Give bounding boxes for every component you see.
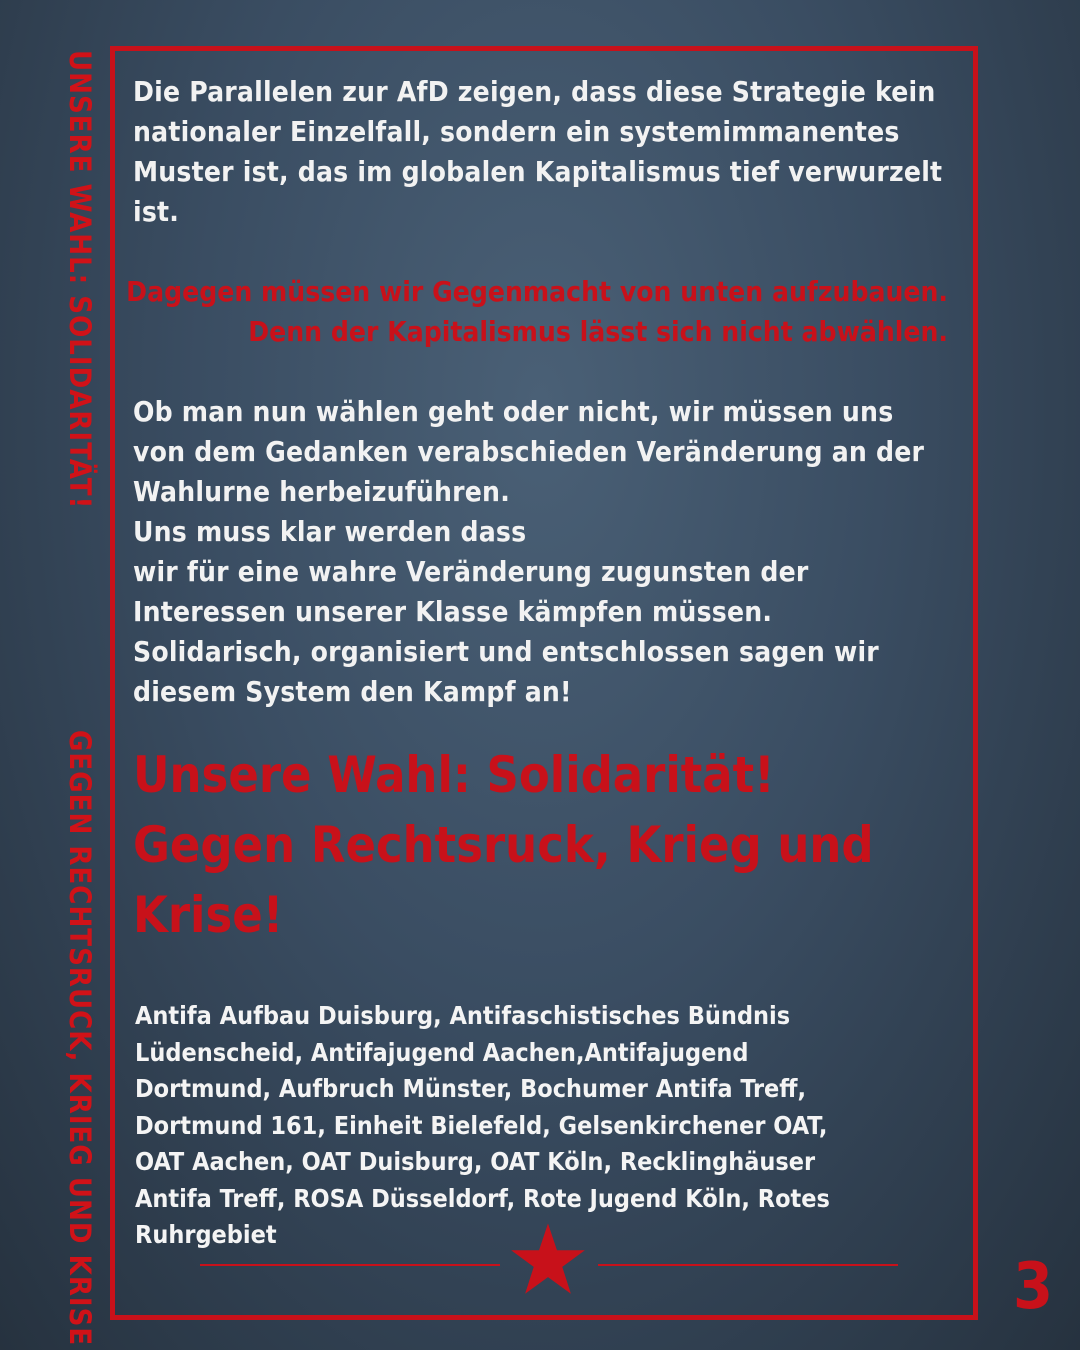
signatory-list: Antifa Aufbau Duisburg, Antifaschistisches Bündnis Lüdenscheid, Antifajugend Aachen,Antifajugend Dortmund, Aufbruch Münster, Bochumer Antifa Treff, Dortmund 161, Einheit Bielefeld, Gelsenkirchener OAT, OAT Aachen, OAT Duisburg, OAT Köln, Recklinghäuser Antifa Treff, ROSA Düsseldorf, Rote Jugend Köln, Rotes Ruhrgebiet	[135, 1001, 830, 1249]
slogan-line-2: Gegen Rechtsruck, Krieg und Krise!	[133, 816, 874, 944]
callout-red	[126, 272, 948, 352]
slogan-line-1: Unsere Wahl: Solidarität!	[133, 746, 775, 804]
intro-paragraph: Die Parallelen zur AfD zeigen, dass diese Strategie kein nationaler Einzelfall, sondern ein systemimmanentes Muster ist, das im globalen Kapitalismus tief verwurzelt ist.	[133, 75, 943, 228]
slogan-heading	[133, 740, 893, 950]
main-paragraph	[133, 392, 953, 712]
callout-line-1: Dagegen müssen wir Gegenmacht von unten aufzubauen.	[126, 275, 948, 308]
star-icon	[510, 1222, 586, 1298]
main-paragraph-line-2: Uns muss klar werden dass	[133, 515, 527, 548]
side-slogan-top: UNSERE WAHL: SOLIDARITÄT!	[63, 50, 97, 510]
side-slogan-bottom: GEGEN RECHTSRUCK, KRIEG UND KRISE	[63, 730, 97, 1347]
main-paragraph-line-3: wir für eine wahre Veränderung zugunsten der Interessen unserer Klasse kämpfen müssen.	[133, 555, 809, 628]
divider-line-right	[598, 1264, 898, 1266]
callout-line-2: Denn der Kapitalismus lässt sich nicht abwählen.	[248, 315, 948, 348]
main-paragraph-line-1: Ob man nun wählen geht oder nicht, wir müssen uns von dem Gedanken verabschieden Veränderung an der Wahlurne herbeizuführen.	[133, 395, 925, 508]
divider-line-left	[200, 1264, 500, 1266]
main-paragraph-line-4: Solidarisch, organisiert und entschlossen sagen wir diesem System den Kampf an!	[133, 635, 879, 708]
page-number: 3	[1013, 1250, 1054, 1324]
